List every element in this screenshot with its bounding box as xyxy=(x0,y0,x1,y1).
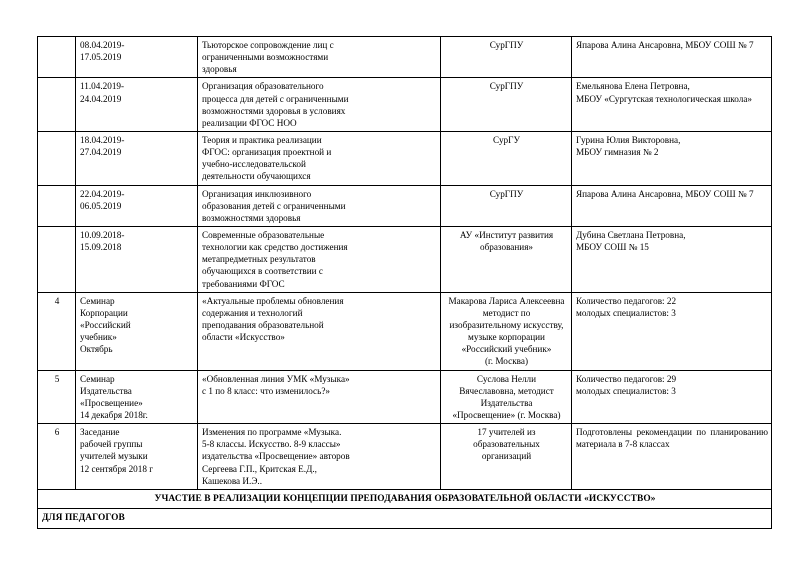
topic-line: ФГОС: организация проектной и xyxy=(202,147,332,158)
table-row xyxy=(38,424,772,490)
cell-number xyxy=(38,226,76,292)
cell-topic xyxy=(198,37,441,78)
date-line: 06.05.2019 xyxy=(80,200,122,211)
topic-line: Сергеева Г.П., Критская Е.Д., xyxy=(202,463,317,474)
result-line: Количество педагогов: 22 xyxy=(576,295,677,306)
cell-dates xyxy=(76,78,198,132)
event-line: Заседание xyxy=(80,427,120,438)
date-line: 11.04.2019- xyxy=(80,81,125,92)
cell-organization xyxy=(441,78,572,132)
event-line: 12 сентября 2018 г xyxy=(80,463,154,474)
organization-line: образования» xyxy=(479,242,534,253)
organization-line: организаций xyxy=(481,451,532,462)
event-line: «Российский xyxy=(80,319,131,330)
cell-organization xyxy=(441,185,572,226)
cell-result xyxy=(572,424,772,490)
cell-dates xyxy=(76,185,198,226)
cell-organization xyxy=(441,37,572,78)
organization-line: АУ «Институт развития xyxy=(459,229,554,240)
date-line: 15.09.2018 xyxy=(80,242,122,253)
organization-line: СурГУ xyxy=(493,134,520,145)
event-line: учителей музыки xyxy=(80,451,148,462)
cell-topic xyxy=(198,370,441,424)
table-row xyxy=(38,131,772,185)
topic-line: Организация инклюзивного xyxy=(202,188,312,199)
banner-for-teachers: ДЛЯ ПЕДАГОГОВ xyxy=(38,509,772,528)
cell-dates xyxy=(76,37,198,78)
cell-organization xyxy=(441,424,572,490)
cell-number xyxy=(38,185,76,226)
cell-number xyxy=(38,424,76,490)
topic-line: «Обновленная линия УМК «Музыка» xyxy=(202,373,350,384)
event-line: Семинар xyxy=(80,373,115,384)
result-line: МБОУ СОШ № 15 xyxy=(576,242,649,253)
cell-organization xyxy=(441,226,572,292)
date-line: 24.04.2019 xyxy=(80,93,122,104)
topic-line: преподавания образовательной xyxy=(202,319,324,330)
topic-line: Теория и практика реализации xyxy=(202,134,322,145)
cell-dates xyxy=(76,131,198,185)
organization-line: Издательства xyxy=(480,397,533,408)
cell-number xyxy=(38,78,76,132)
table-banner-row xyxy=(38,489,772,508)
organization-line: «Российский учебник» xyxy=(461,344,552,355)
result-line: молодых специалистов: 3 xyxy=(576,307,676,318)
cell-result xyxy=(572,370,772,424)
result-line: МБОУ «Сургутская технологическая школа» xyxy=(576,93,753,104)
organization-line: образовательных xyxy=(473,439,540,450)
organization-line: СурГПУ xyxy=(489,40,524,50)
banner-concept-title: УЧАСТИЕ В РЕАЛИЗАЦИИ КОНЦЕПЦИИ ПРЕПОДАВАНИЯ ОБРАЗОВАТЕЛЬНОЙ ОБЛАСТИ «ИСКУССТВО» xyxy=(38,489,772,508)
table-row xyxy=(38,78,772,132)
cell-topic xyxy=(198,185,441,226)
event-line: рабочей группы xyxy=(80,439,143,450)
result-line: МБОУ гимназия № 2 xyxy=(576,147,659,158)
result-line: молодых специалистов: 3 xyxy=(576,385,676,396)
result-line: Дубина Светлана Петровна, xyxy=(576,229,686,240)
topic-line: Тьюторское сопровождение лиц с xyxy=(202,40,334,50)
row-number: 5 xyxy=(54,373,60,384)
organization-line: изобразительному искусству, xyxy=(449,319,564,330)
topic-line: возможностями здоровья в условиях xyxy=(202,105,346,116)
event-line: Семинар xyxy=(80,295,115,306)
topic-line: Изменения по программе «Музыка. xyxy=(202,427,342,438)
cell-organization xyxy=(441,370,572,424)
table-row xyxy=(38,226,772,292)
topic-line: процесса для детей с ограниченными xyxy=(202,93,349,104)
event-line: Корпорации xyxy=(80,307,128,318)
topic-line: технологии как средство достижения xyxy=(202,242,348,253)
event-line: «Просвещение» xyxy=(80,397,143,408)
result-line: Количество педагогов: 29 xyxy=(576,373,677,384)
cell-number xyxy=(38,131,76,185)
event-line: Октябрь xyxy=(80,344,113,355)
cell-result xyxy=(572,131,772,185)
event-line: Издательства xyxy=(80,385,132,396)
table-body xyxy=(38,37,772,529)
cell-event xyxy=(76,292,198,370)
cell-result xyxy=(572,37,772,78)
date-line: 17.05.2019 xyxy=(80,52,122,63)
event-line: учебник» xyxy=(80,332,117,343)
result-line: Гурина Юлия Викторовна, xyxy=(576,134,681,145)
row-number: 6 xyxy=(54,427,60,438)
table-row xyxy=(38,370,772,424)
organization-line: Суслова Нелли xyxy=(476,373,537,384)
schedule-table xyxy=(37,36,772,529)
organization-line: «Просвещение» (г. Москва) xyxy=(452,409,561,420)
topic-line: области «Искусство» xyxy=(202,332,285,343)
cell-topic xyxy=(198,131,441,185)
organization-line: (г. Москва) xyxy=(484,356,529,367)
topic-line: содержания и технологий xyxy=(202,307,303,318)
table-banner-row xyxy=(38,509,772,528)
organization-line: СурГПУ xyxy=(489,188,524,199)
result-line: Япарова Алина Ансаровна, МБОУ СОШ № 7 xyxy=(576,188,754,199)
topic-line: здоровья xyxy=(202,64,237,75)
cell-organization xyxy=(441,131,572,185)
cell-organization xyxy=(441,292,572,370)
cell-topic xyxy=(198,424,441,490)
topic-line: издательства «Просвещение» авторов xyxy=(202,451,350,462)
organization-line: методист по xyxy=(482,307,531,318)
cell-result xyxy=(572,185,772,226)
cell-result xyxy=(572,226,772,292)
cell-event xyxy=(76,424,198,490)
topic-line: 5-8 классы. Искусство. 8-9 классы» xyxy=(202,439,341,450)
organization-line: 17 учителей из xyxy=(477,427,536,438)
cell-event xyxy=(76,370,198,424)
topic-line: Организация образовательного xyxy=(202,81,324,92)
cell-topic xyxy=(198,78,441,132)
row-number: 4 xyxy=(54,295,60,306)
topic-line: требованиями ФГОС xyxy=(202,278,285,289)
organization-line: музыке корпорации xyxy=(468,332,545,343)
topic-line: ограниченными возможностями xyxy=(202,52,329,63)
organization-line: СурГПУ xyxy=(489,81,524,92)
cell-number xyxy=(38,370,76,424)
topic-line: обучающихся в соответствии с xyxy=(202,266,323,277)
organization-line: Вячеславовна, методист xyxy=(459,385,554,396)
date-line: 08.04.2019- xyxy=(80,40,125,50)
cell-dates xyxy=(76,226,198,292)
topic-line: с 1 по 8 класс: что изменилось?» xyxy=(202,385,330,396)
cell-number xyxy=(38,292,76,370)
result-line: Япарова Алина Ансаровна, МБОУ СОШ № 7 xyxy=(576,40,754,50)
topic-line: метапредметных результатов xyxy=(202,254,316,265)
cell-topic xyxy=(198,292,441,370)
date-line: 27.04.2019 xyxy=(80,147,122,158)
event-line: 14 декабря 2018г. xyxy=(80,409,148,420)
table-row xyxy=(38,185,772,226)
table-row xyxy=(38,37,772,78)
cell-result xyxy=(572,78,772,132)
result-text: Подготовлены рекомендации по планированию материала в 7-8 классах xyxy=(576,427,768,450)
cell-result xyxy=(572,292,772,370)
topic-line: возможностями здоровья xyxy=(202,212,301,223)
topic-line: Кашекова И.Э.. xyxy=(202,475,263,486)
date-line: 18.04.2019- xyxy=(80,134,125,145)
date-line: 10.09.2018- xyxy=(80,229,125,240)
topic-line: Современные образовательные xyxy=(202,229,325,240)
topic-line: учебно-исследовательской xyxy=(202,159,306,170)
topic-line: реализации ФГОС НОО xyxy=(202,117,297,128)
cell-topic xyxy=(198,226,441,292)
table-row xyxy=(38,292,772,370)
result-line: Емельянова Елена Петровна, xyxy=(576,81,690,92)
date-line: 22.04.2019- xyxy=(80,188,125,199)
cell-number xyxy=(38,37,76,78)
organization-line: Макарова Лариса Алексеевна xyxy=(448,295,565,306)
topic-line: «Актуальные проблемы обновления xyxy=(202,295,344,306)
topic-line: деятельности обучающихся xyxy=(202,171,311,182)
topic-line: образования детей с ограниченными xyxy=(202,200,346,211)
